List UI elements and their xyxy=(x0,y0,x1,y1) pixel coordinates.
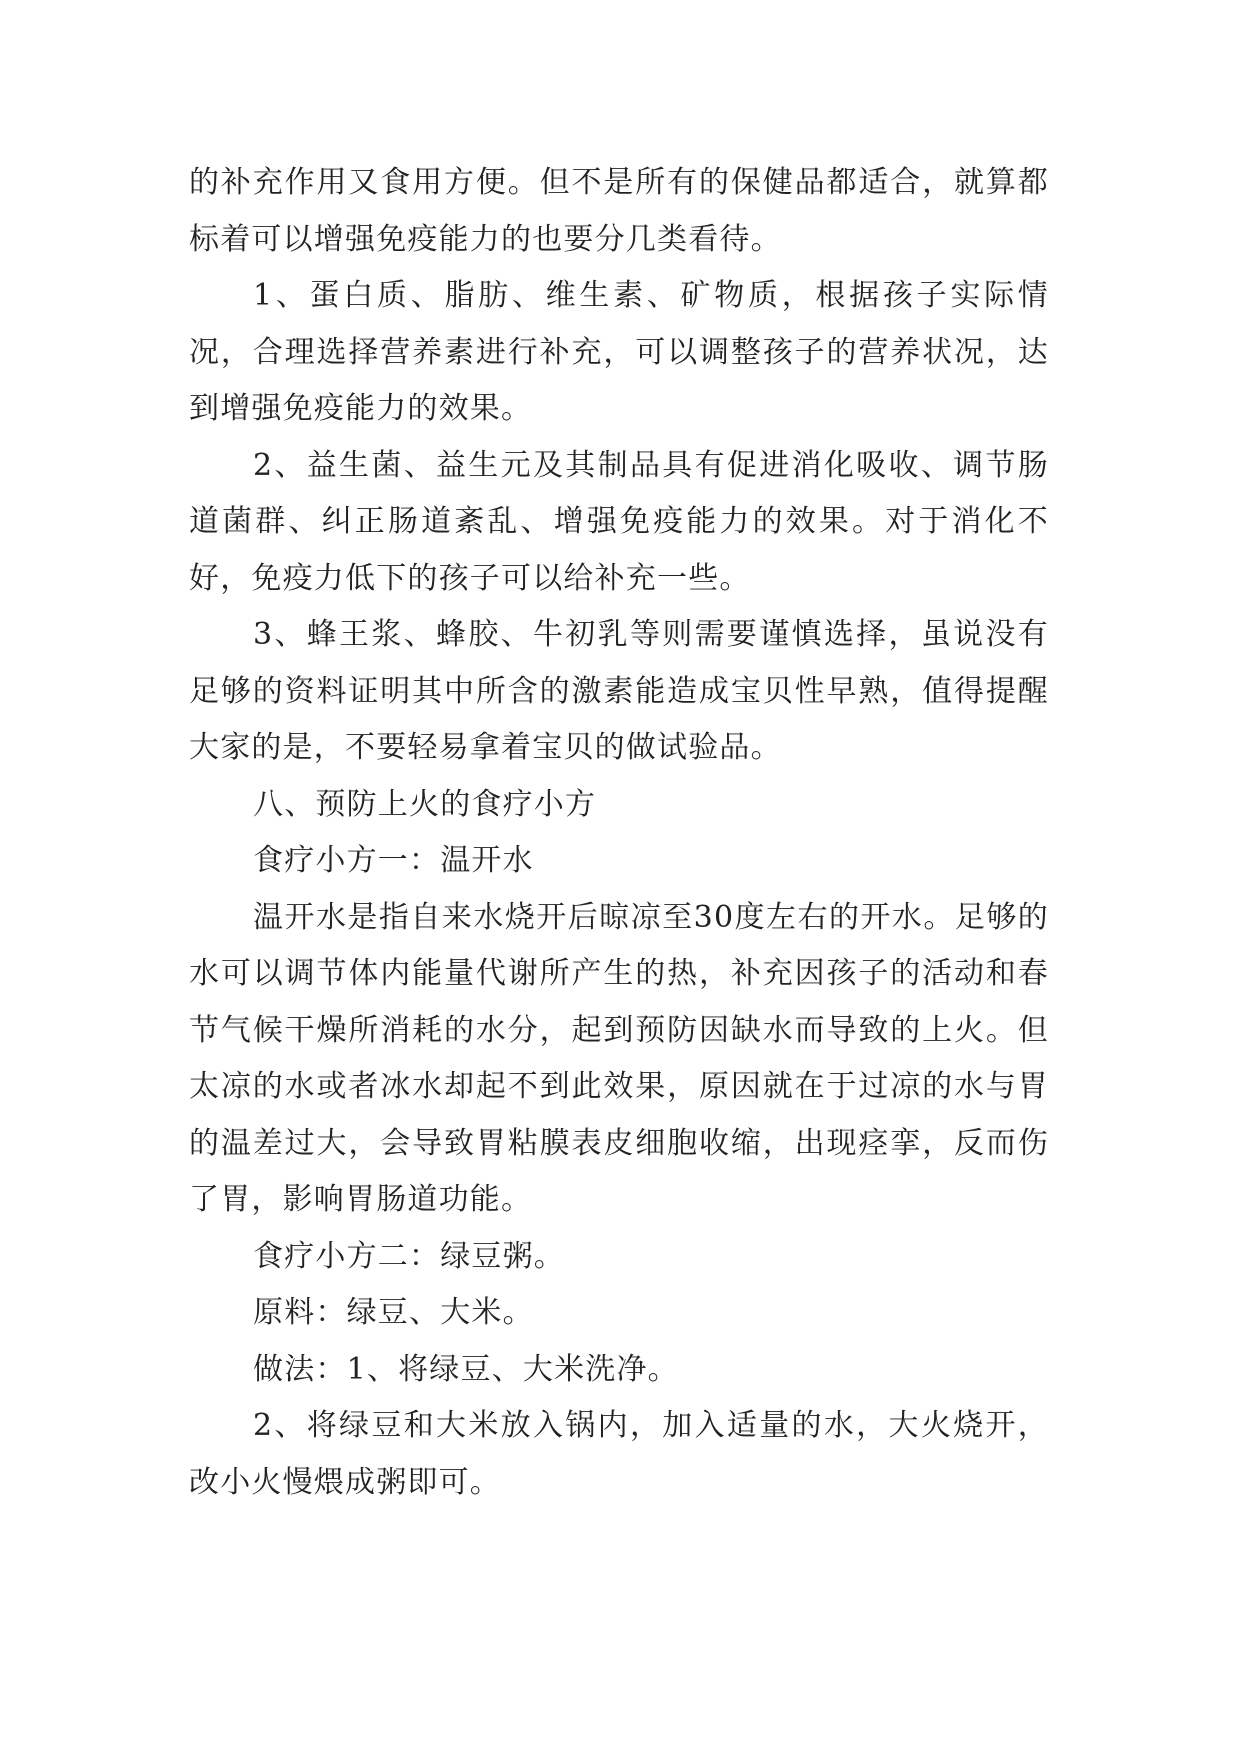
recipe-description-1: 温开水是指自来水烧开后晾凉至30度左右的开水。足够的水可以调节体内能量代谢所产生的热，补充因孩子的活动和春节气候干燥所消耗的水分，起到预防因缺水而导致的上火。但太凉的水或者冰水却起不到此效果，原因就在于过凉的水与胃的温差过大，会导致胃粘膜表皮细胞收缩，出现痉挛，反而伤了胃，影响胃肠道功能。 xyxy=(189,899,1049,1217)
section-heading: 八、预防上火的食疗小方 xyxy=(253,786,597,822)
paragraph-item-2: 2、益生菌、益生元及其制品具有促进消化吸收、调节肠道菌群、纠正肠道紊乱、增强免疫能力的效果。对于消化不好，免疫力低下的孩子可以给补充一些。 xyxy=(189,447,1049,596)
paragraph-item-3: 3、蜂王浆、蜂胶、牛初乳等则需要谨慎选择，虽说没有足够的资料证明其中所含的激素能造成宝贝性早熟，值得提醒大家的是，不要轻易拿着宝贝的做试验品。 xyxy=(189,617,1049,765)
recipe-ingredients: 原料：绿豆、大米。 xyxy=(253,1295,534,1330)
recipe-step-2: 2、将绿豆和大米放入锅内，加入适量的水，大火烧开，改小火慢煨成粥即可。 xyxy=(189,1408,1049,1500)
recipe-heading-1: 食疗小方一：温开水 xyxy=(253,843,534,878)
document-body xyxy=(189,155,1049,1511)
recipe-heading-2: 食疗小方二：绿豆粥。 xyxy=(253,1238,565,1274)
recipe-step-1: 做法：1、将绿豆、大米洗净。 xyxy=(253,1351,679,1387)
paragraph-item-1: 1、蛋白质、脂肪、维生素、矿物质，根据孩子实际情况，合理选择营养素进行补充，可以调整孩子的营养状况，达到增强免疫能力的效果。 xyxy=(189,278,1049,426)
paragraph-continuation: 的补充作用又食用方便。但不是所有的保健品都适合，就算都标着可以增强免疫能力的也要分几类看待。 xyxy=(189,165,1049,257)
